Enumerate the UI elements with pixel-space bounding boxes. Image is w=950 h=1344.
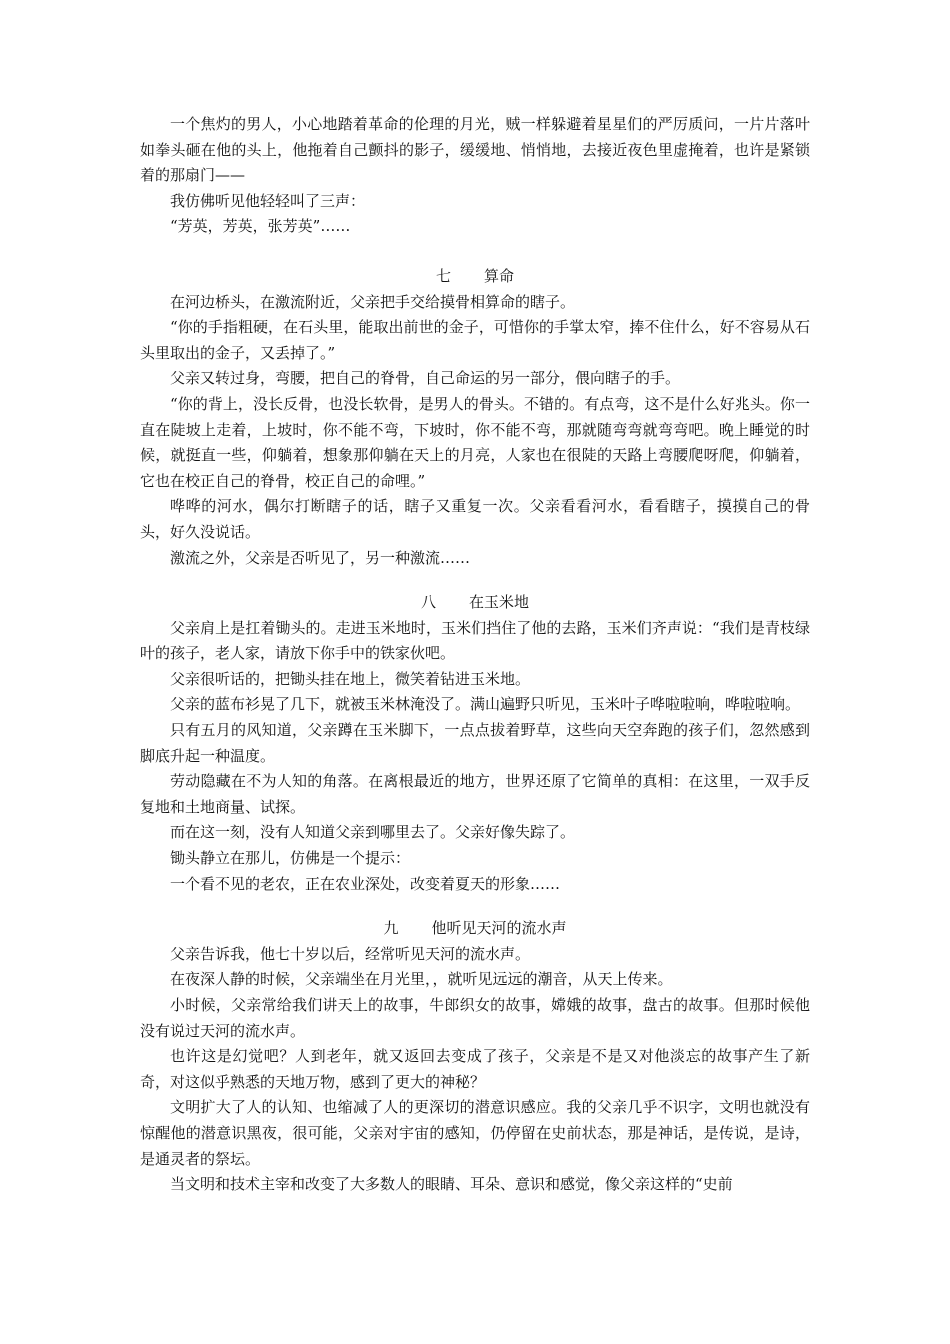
paragraph: “你的手指粗硬，在石头里，能取出前世的金子，可惜你的手掌太窄，捧不住什么，好不容易从石头里取出的金子，又丢掉了。”: [140, 318, 810, 362]
paragraph: 哗哗的河水，偶尔打断瞎子的话，瞎子又重复一次。父亲看看河水，看看瞎子，摸摸自己的骨头，好久没说话。: [140, 497, 810, 541]
section-title: 算命: [484, 266, 515, 285]
paragraph: 文明扩大了人的认知、也缩减了人的更深切的潜意识感应。我的父亲几乎不识字，文明也就没有惊醒他的潜意识黑夜，很可能，父亲对宇宙的感知，仍停留在史前状态，那是神话，是传说，是诗，是通灵者的祭坛。: [140, 1098, 810, 1168]
paragraph: 一个焦灼的男人，小心地踏着革命的伦理的月光，贼一样躲避着星星们的严厉质问，一片片落叶如拳头砸在他的头上，他拖着自己颤抖的影子，缓缓地、悄悄地，去接近夜色里虚掩着，也许是紧锁着的那扇门——: [140, 115, 810, 185]
section-title: 在玉米地: [469, 593, 530, 612]
paragraph: 在夜深人静的时候，父亲端坐在月光里，，就听见远远的潮音，从天上传来。: [170, 970, 673, 989]
paragraph: 父亲肩上是扛着锄头的。走进玉米地时，玉米们挡住了他的去路，玉米们齐声说：“我们是青枝绿叶的孩子，老人家，请放下你手中的铁家伙吧。: [140, 618, 810, 663]
paragraph: 在河边桥头，在激流附近，父亲把手交给摸骨相算命的瞎子。: [170, 292, 576, 311]
paragraph: 父亲告诉我，他七十岁以后，经常听见天河的流水声。: [170, 944, 531, 963]
paragraph: 父亲又转过身，弯腰，把自己的脊骨，自己命运的另一部分，偎向瞎子的手。: [170, 369, 681, 388]
section-number: 七: [435, 266, 451, 285]
section-heading: [140, 590, 810, 616]
section-number: 九: [383, 919, 399, 938]
section-continuation: [140, 112, 810, 240]
paragraph: 激流之外，父亲是否听见了，另一种激流……: [170, 548, 471, 567]
section-number: 八: [420, 593, 436, 612]
paragraph: 只有五月的风知道，父亲蹲在玉米脚下，一点点拔着野草，这些向天空奔跑的孩子们，忽然感到脚底升起一种温度。: [140, 721, 810, 765]
paragraph: 父亲的蓝布衫晃了几下，就被玉米林淹没了。满山遍野只听见，玉米叶子哗啦啦响，哗啦啦响。: [170, 695, 801, 714]
paragraph: 也许这是幻觉吧？人到老年，就又返回去变成了孩子，父亲是不是又对他淡忘的故事产生了新奇，对这似乎熟悉的天地万物，感到了更大的神秘？: [140, 1047, 810, 1091]
section-title: 他听见天河的流水声: [431, 919, 567, 938]
paragraph: 锄头静立在那儿，仿佛是一个提示：: [170, 849, 411, 868]
paragraph: 我仿佛听见他轻轻叫了三声：: [170, 191, 366, 210]
paragraph: 劳动隐藏在不为人知的角落。在离根最近的地方，世界还原了它简单的真相：在这里，一双手反复地和土地商量、试探。: [140, 772, 810, 816]
section-8: [140, 590, 810, 897]
section-7: [140, 264, 810, 571]
paragraph: 而在这一刻，没有人知道父亲到哪里去了。父亲好像失踪了。: [170, 823, 576, 842]
paragraph: 当文明和技术主宰和改变了大多数人的眼睛、耳朵、意识和感觉，像父亲这样的“史前: [170, 1175, 733, 1194]
paragraph: 父亲很听话的，把锄头挂在地上，微笑着钻进玉米地。: [170, 669, 531, 688]
document-page: [140, 112, 810, 1198]
section-heading: [140, 916, 810, 942]
section-9: [140, 916, 810, 1198]
section-heading: [140, 264, 810, 290]
paragraph: “你的背上，没长反骨，也没长软骨，是男人的骨头。不错的。有点弯，这不是什么好兆头。你一直在陡坡上走着，上坡时，你不能不弯，下坡时，你不能不弯，那就随弯弯就弯弯吧。晚上睡觉的时候，就挺直一些，仰躺着，想象那仰躺在天上的月亮，人家也在很陡的天路上弯腰爬呀爬，仰躺着，它也在校正自己的脊骨，校正自己的命哩。”: [140, 394, 810, 490]
paragraph: “芳英，芳英，张芳英”……: [170, 217, 351, 236]
paragraph: 一个看不见的老农，正在农业深处，改变着夏天的形象……: [170, 874, 561, 893]
paragraph: 小时候，父亲常给我们讲天上的故事，牛郎织女的故事，嫦娥的故事，盘古的故事。但那时候他没有说过天河的流水声。: [140, 996, 810, 1040]
